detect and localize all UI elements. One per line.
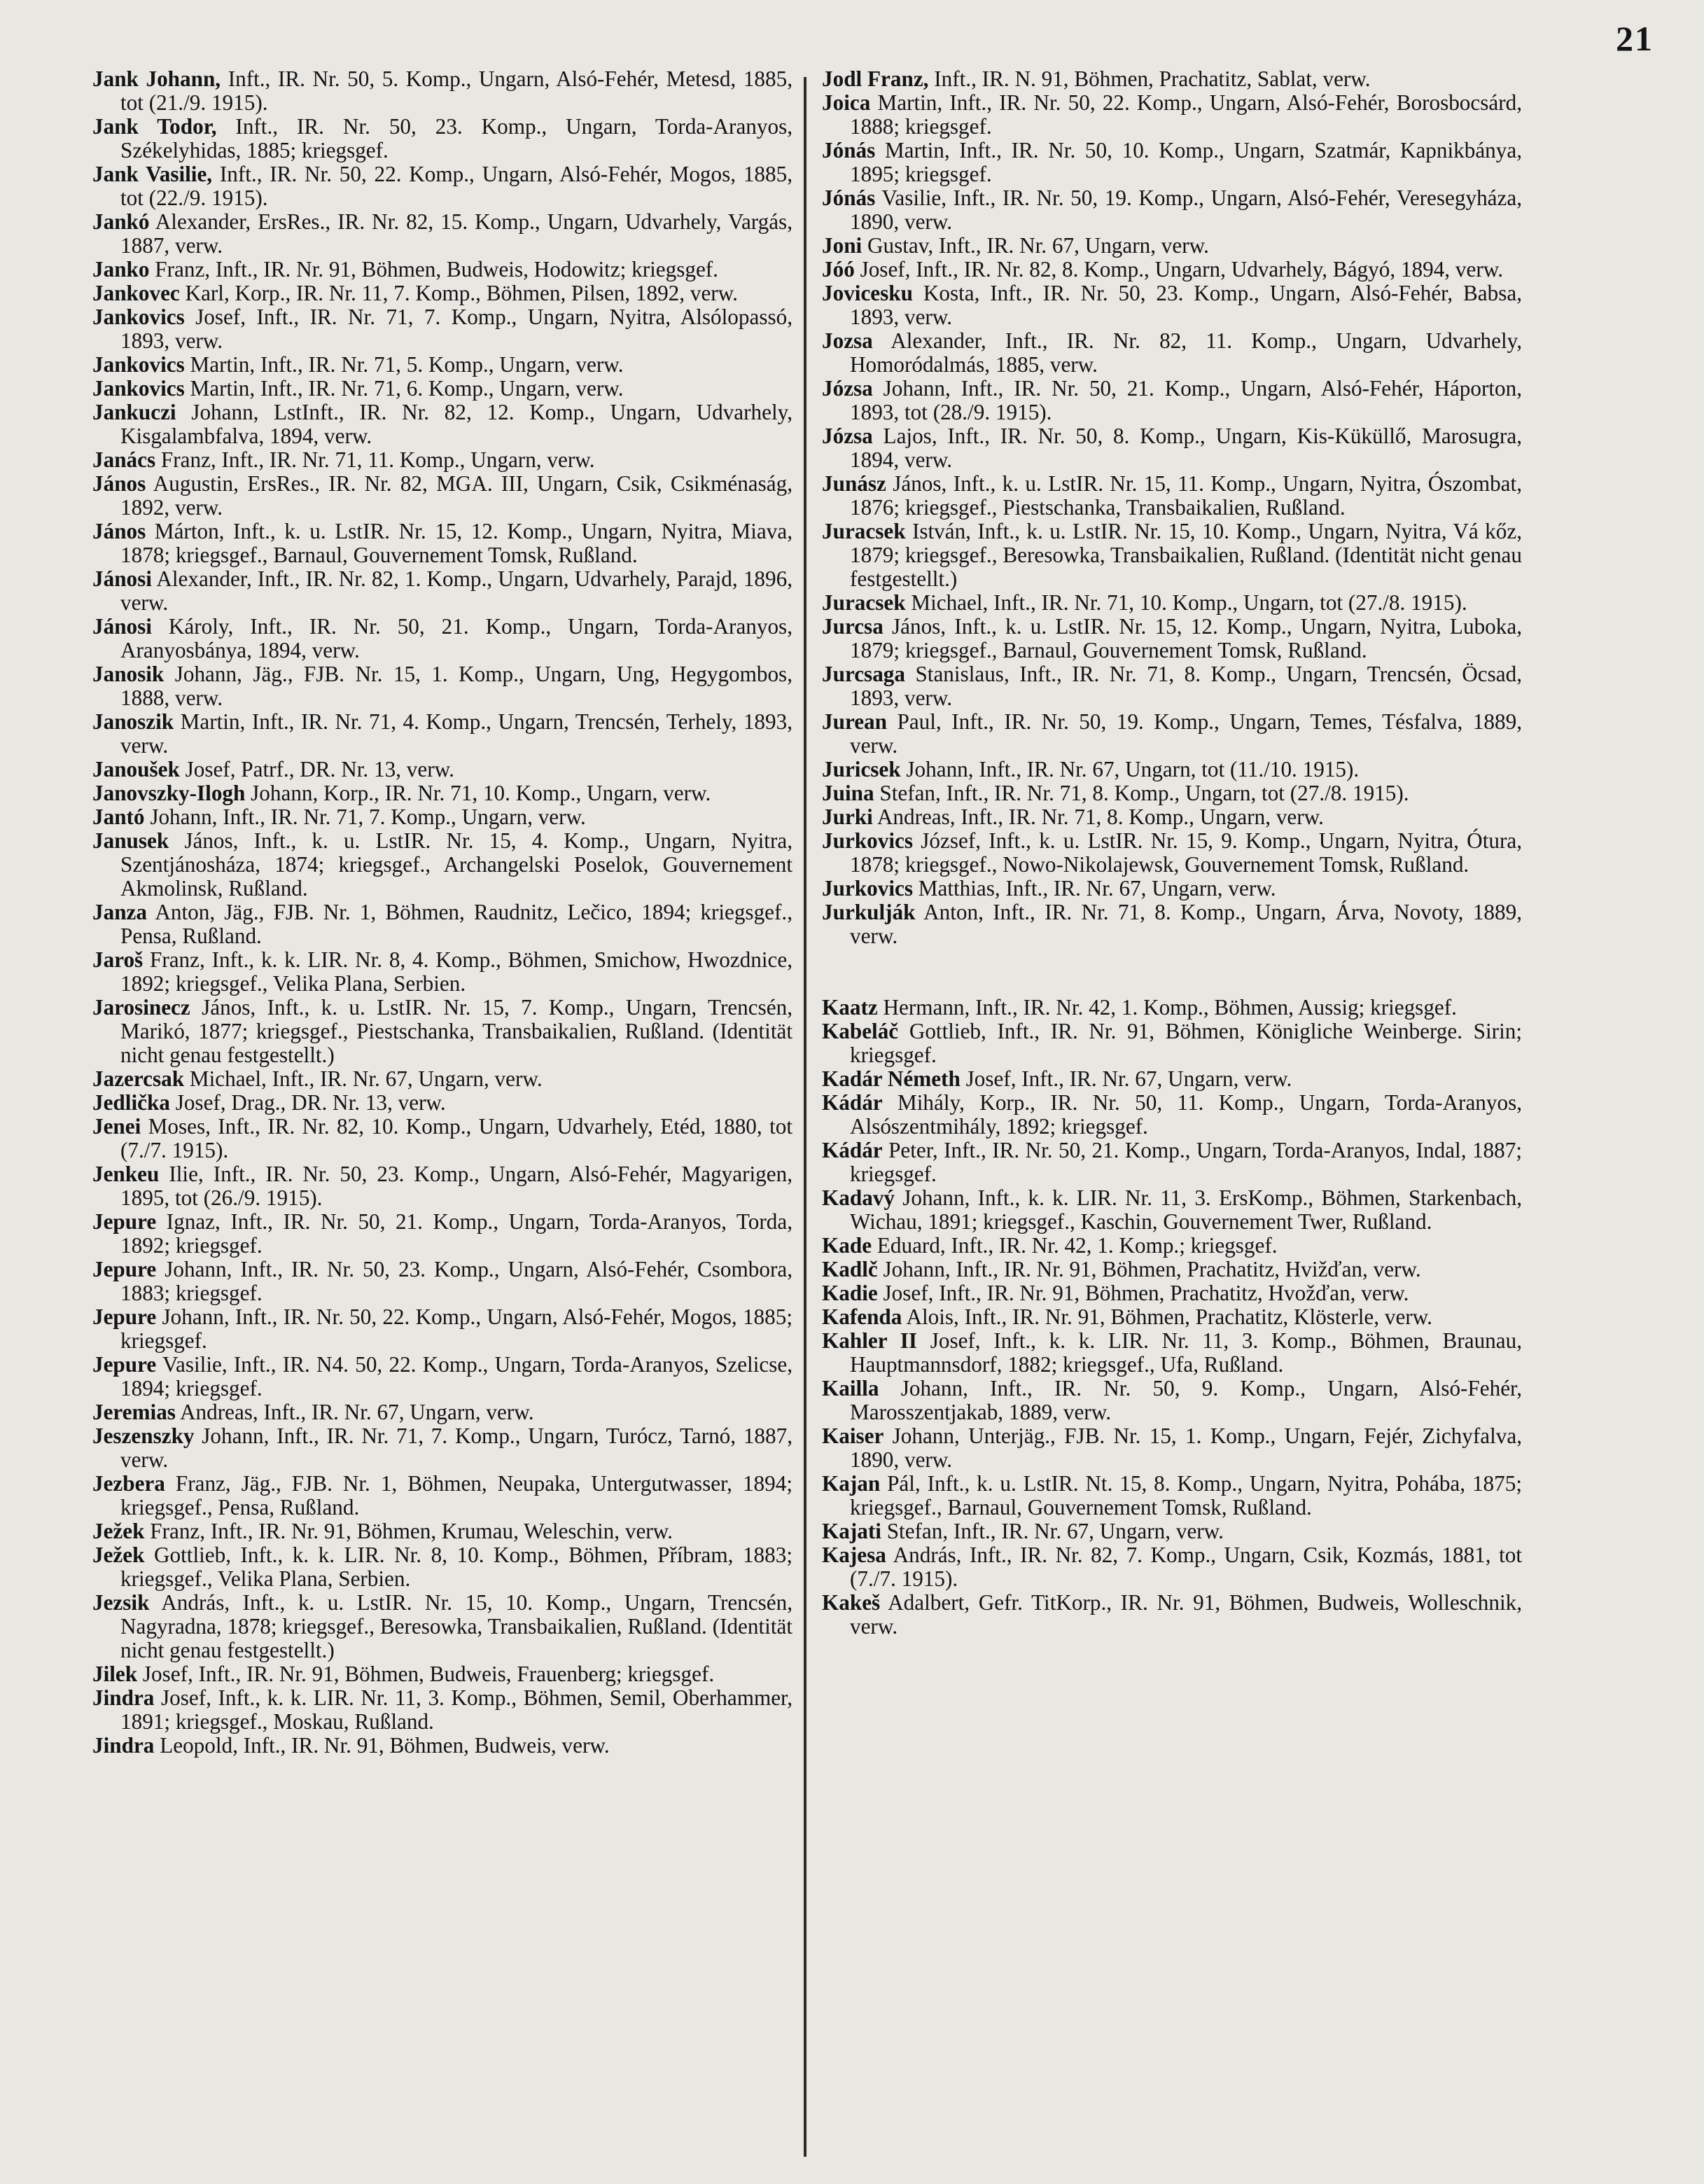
entry-details: Lajos, Inft., IR. Nr. 50, 8. Komp., Ungarn, Kis-Küküllő, Marosugra, 1894, verw. xyxy=(850,424,1522,472)
entry-surname: Kafenda xyxy=(822,1305,902,1329)
entry-surname: Kabeláč xyxy=(822,1019,899,1043)
casualty-entry xyxy=(822,1139,1522,1186)
entry-surname: Janovszky-Ilogh xyxy=(92,781,246,805)
entry-surname: Jepure xyxy=(92,1257,157,1281)
casualty-entry xyxy=(92,1686,792,1734)
entry-surname: Jantó xyxy=(92,805,145,829)
casualty-entry xyxy=(92,567,792,615)
entry-details: Adalbert, Gefr. TitKorp., IR. Nr. 91, Böhmen, Budweis, Wolleschnik, verw. xyxy=(850,1590,1522,1639)
entry-details: Josef, Inft., IR. Nr. 67, Ungarn, verw. xyxy=(960,1066,1292,1091)
entry-details: Kosta, Inft., IR. Nr. 50, 23. Komp., Ungarn, Alsó-Fehér, Babsa, 1893, verw. xyxy=(850,281,1522,329)
casualty-entry xyxy=(92,1424,792,1472)
casualty-entry xyxy=(92,520,792,567)
entry-details: András, Inft., IR. Nr. 82, 7. Komp., Ungarn, Csik, Kozmás, 1881, tot (7./7. 1915). xyxy=(850,1543,1522,1591)
entry-surname: Jenei xyxy=(92,1114,141,1139)
casualty-entry xyxy=(822,805,1522,829)
casualty-entry xyxy=(822,710,1522,758)
entry-surname: Jónás xyxy=(822,138,876,162)
entry-surname: Juricsek xyxy=(822,757,901,781)
entry-details: Ignaz, Inft., IR. Nr. 50, 21. Komp., Ungarn, Torda-Aranyos, Torda, 1892; kriegsgef. xyxy=(120,1209,792,1258)
entry-details: Martin, Inft., IR. Nr. 50, 10. Komp., Ungarn, Szatmár, Kapnikbánya, 1895; kriegsgef. xyxy=(850,138,1522,186)
entry-details: Franz, Inft., IR. Nr. 71, 11. Komp., Ungarn, verw. xyxy=(155,447,595,472)
entry-details: Peter, Inft., IR. Nr. 50, 21. Komp., Ungarn, Torda-Aranyos, Indal, 1887; kriegsgef. xyxy=(850,1138,1522,1186)
entry-details: Gustav, Inft., IR. Nr. 67, Ungarn, verw. xyxy=(862,233,1209,258)
entry-surname: Jedlička xyxy=(92,1090,170,1115)
casualty-entry xyxy=(92,948,792,996)
casualty-entry xyxy=(822,591,1522,615)
casualty-entry xyxy=(822,662,1522,710)
casualty-entry xyxy=(92,1353,792,1400)
entry-surname: Janusek xyxy=(92,828,169,853)
entry-details: Josef, Drag., DR. Nr. 13, verw. xyxy=(169,1090,446,1115)
entry-surname: Juracsek xyxy=(822,519,906,543)
casualty-entry xyxy=(92,1210,792,1258)
entry-surname: Joni xyxy=(822,233,863,258)
entry-surname: Jarosinecz xyxy=(92,995,190,1020)
casualty-entry xyxy=(822,1281,1522,1305)
casualty-entry xyxy=(822,258,1522,281)
casualty-entry xyxy=(822,377,1522,424)
entry-surname: Junász xyxy=(822,471,886,496)
entry-surname: Jónás xyxy=(822,186,876,210)
entry-details: Michael, Inft., IR. Nr. 71, 10. Komp., Ungarn, tot (27./8. 1915). xyxy=(905,590,1467,615)
casualty-entry xyxy=(92,758,792,781)
entry-details: Gottlieb, Inft., IR. Nr. 91, Böhmen, Königliche Weinberge. Sirin; kriegsgef. xyxy=(850,1019,1522,1067)
casualty-entry xyxy=(92,305,792,353)
entry-surname: Jurki xyxy=(822,805,873,829)
casualty-entry xyxy=(92,1519,792,1543)
section-gap xyxy=(822,948,1522,996)
casualty-entry xyxy=(92,281,792,305)
entry-details: Pál, Inft., k. u. LstIR. Nt. 15, 8. Komp., Ungarn, Nyitra, Pohába, 1875; kriegsgef., Barnaul, Gouvernement Tomsk, Rußland. xyxy=(850,1471,1522,1519)
entry-details: Johann, Inft., IR. Nr. 50, 23. Komp., Ungarn, Alsó-Fehér, Csombora, 1883; kriegsgef. xyxy=(120,1257,792,1305)
casualty-entry xyxy=(822,900,1522,948)
casualty-entry xyxy=(92,996,792,1067)
entry-surname: Kádár xyxy=(822,1090,883,1115)
entry-surname: Jank Vasilie, xyxy=(92,162,213,186)
entry-surname: Jankovics xyxy=(92,376,185,401)
entry-details: Inft., IR. Nr. 50, 22. Komp., Ungarn, Alsó-Fehér, Mogos, 1885, tot (22./9. 1915). xyxy=(120,162,792,210)
casualty-entry xyxy=(92,353,792,377)
entry-details: Inft., IR. Nr. 50, 5. Komp., Ungarn, Alsó-Fehér, Metesd, 1885, tot (21./9. 1915). xyxy=(120,67,792,115)
entry-surname: Kade xyxy=(822,1233,872,1258)
entry-surname: Kadlč xyxy=(822,1257,878,1281)
casualty-entry xyxy=(822,67,1522,91)
entry-surname: Joica xyxy=(822,90,871,115)
entry-details: János, Inft., k. u. LstIR. Nr. 15, 12. Komp., Ungarn, Nyitra, Luboka, 1879; kriegsgef., Barnaul, Gouvernement Tomsk, Rußland. xyxy=(850,614,1522,662)
casualty-entry xyxy=(92,1067,792,1091)
casualty-entry xyxy=(822,1472,1522,1519)
entry-details: Márton, Inft., k. u. LstIR. Nr. 15, 12. Komp., Ungarn, Nyitra, Miava, 1878; kriegsgef., Barnaul, Gouvernement Tomsk, Rußland. xyxy=(120,519,792,567)
entry-surname: Józsa xyxy=(822,424,873,448)
casualty-entry xyxy=(822,186,1522,234)
entry-details: Johann, Inft., IR. Nr. 67, Ungarn, tot (11./10. 1915). xyxy=(900,757,1360,781)
entry-surname: Józsa xyxy=(822,376,873,401)
entry-surname: Jurean xyxy=(822,709,887,734)
entry-details: Stefan, Inft., IR. Nr. 71, 8. Komp., Ungarn, tot (27./8. 1915). xyxy=(874,781,1409,805)
entry-details: Johann, Inft., IR. Nr. 50, 21. Komp., Ungarn, Alsó-Fehér, Háporton, 1893, tot (28./9. 1915). xyxy=(850,376,1522,424)
casualty-entry xyxy=(822,91,1522,139)
entry-surname: Kadár Németh xyxy=(822,1066,961,1091)
entry-surname: Jepure xyxy=(92,1352,157,1377)
left-column xyxy=(92,67,792,1758)
entry-surname: Jindra xyxy=(92,1733,155,1758)
entry-surname: Jovicesku xyxy=(822,281,913,305)
entry-surname: Kahler II xyxy=(822,1328,917,1353)
entry-details: Andreas, Inft., IR. Nr. 71, 8. Komp., Ungarn, verw. xyxy=(872,805,1324,829)
entry-details: Martin, Inft., IR. Nr. 71, 5. Komp., Ungarn, verw. xyxy=(184,352,624,377)
casualty-entry xyxy=(822,877,1522,900)
entry-details: Franz, Inft., IR. Nr. 91, Böhmen, Budweis, Hodowitz; kriegsgef. xyxy=(149,257,718,281)
entry-details: Leopold, Inft., IR. Nr. 91, Böhmen, Budweis, verw. xyxy=(154,1733,610,1758)
entry-surname: Janza xyxy=(92,900,147,924)
entry-surname: Kádár xyxy=(822,1138,883,1162)
entry-details: István, Inft., k. u. LstIR. Nr. 15, 10. Komp., Ungarn, Nyitra, Vá kőz, 1879; kriegsgef., Beresowka, Transbaikalien, Rußland. (Identität nicht genau festgestellt.) xyxy=(850,519,1522,591)
entry-surname: Janoušek xyxy=(92,757,180,781)
casualty-entry xyxy=(92,710,792,758)
entry-surname: Jepure xyxy=(92,1305,157,1329)
entry-surname: Kakeš xyxy=(822,1590,881,1615)
entry-details: Vasilie, Inft., IR. Nr. 50, 19. Komp., Ungarn, Alsó-Fehér, Veresegyháza, 1890, verw. xyxy=(850,186,1522,234)
casualty-entry xyxy=(92,1543,792,1591)
entry-surname: Ježek xyxy=(92,1543,145,1567)
casualty-entry xyxy=(822,1519,1522,1543)
page-number: 21 xyxy=(1616,19,1654,58)
entry-details: Alexander, Inft., IR. Nr. 82, 11. Komp., Ungarn, Udvarhely, Homoródalmás, 1885, verw. xyxy=(850,328,1522,377)
entry-details: Martin, Inft., IR. Nr. 71, 6. Komp., Ungarn, verw. xyxy=(184,376,624,401)
entry-details: Johann, Inft., IR. Nr. 91, Böhmen, Prachatitz, Hvižďan, verw. xyxy=(877,1257,1421,1281)
entry-details: Johann, LstInft., IR. Nr. 82, 12. Komp., Ungarn, Udvarhely, Kisgalambfalva, 1894, verw. xyxy=(120,400,792,448)
casualty-entry xyxy=(92,1734,792,1758)
entry-details: Stefan, Inft., IR. Nr. 67, Ungarn, verw. xyxy=(881,1519,1224,1543)
entry-details: Anton, Inft., IR. Nr. 71, 8. Komp., Ungarn, Árva, Novoty, 1889, verw. xyxy=(850,900,1522,948)
entry-surname: Jodl Franz, xyxy=(822,67,929,91)
entry-surname: Janács xyxy=(92,447,156,472)
casualty-entry xyxy=(92,1162,792,1210)
casualty-entry xyxy=(822,996,1522,1020)
casualty-entry xyxy=(822,1020,1522,1067)
entry-details: Johann, Inft., k. k. LIR. Nr. 11, 3. ErsKomp., Böhmen, Starkenbach, Wichau, 1891; kriegsgef., Kaschin, Gouvernement Twer, Rußland. xyxy=(850,1185,1522,1234)
entry-details: Ilie, Inft., IR. Nr. 50, 23. Komp., Ungarn, Alsó-Fehér, Magyarigen, 1895, tot (26./9. 1915). xyxy=(120,1162,792,1210)
casualty-entry xyxy=(822,758,1522,781)
entry-surname: Jazercsak xyxy=(92,1066,185,1091)
entry-surname: Janosik xyxy=(92,662,165,686)
entry-details: Alois, Inft., IR. Nr. 91, Böhmen, Prachatitz, Klösterle, verw. xyxy=(902,1305,1432,1329)
entry-details: Inft., IR. N. 91, Böhmen, Prachatitz, Sablat, verw. xyxy=(928,67,1371,91)
casualty-entry xyxy=(822,1091,1522,1139)
entry-details: Karl, Korp., IR. Nr. 11, 7. Komp., Böhmen, Pilsen, 1892, verw. xyxy=(179,281,738,305)
entry-surname: Jurkovics xyxy=(822,828,913,853)
entry-details: Michael, Inft., IR. Nr. 67, Ungarn, verw. xyxy=(184,1066,543,1091)
entry-surname: Jozsa xyxy=(822,328,873,353)
entry-details: János, Inft., k. u. LstIR. Nr. 15, 7. Komp., Ungarn, Trencsén, Marikó, 1877; kriegsgef., Piestschanka, Transbaikalien, Rußland. (Identität nicht genau festgestellt.) xyxy=(120,995,792,1067)
entry-details: Moses, Inft., IR. Nr. 82, 10. Komp., Ungarn, Udvarhely, Etéd, 1880, tot (7./7. 1915). xyxy=(120,1114,792,1162)
entry-surname: Jezbera xyxy=(92,1471,165,1496)
entry-surname: Juracsek xyxy=(822,590,906,615)
casualty-entry xyxy=(822,615,1522,662)
entry-details: Johann, Korp., IR. Nr. 71, 10. Komp., Ungarn, verw. xyxy=(245,781,711,805)
casualty-entry xyxy=(822,520,1522,591)
entry-details: Josef, Inft., IR. Nr. 91, Böhmen, Prachatitz, Hvožďan, verw. xyxy=(877,1281,1409,1305)
entry-surname: Kajan xyxy=(822,1471,881,1496)
entry-surname: Juina xyxy=(822,781,874,805)
entry-details: Alexander, ErsRes., IR. Nr. 82, 15. Komp., Ungarn, Udvarhely, Vargás, 1887, verw. xyxy=(120,209,792,258)
casualty-entry xyxy=(92,210,792,258)
entry-surname: Jenkeu xyxy=(92,1162,160,1186)
entry-surname: Jurcsaga xyxy=(822,662,905,686)
casualty-entry xyxy=(92,448,792,472)
entry-surname: Kailla xyxy=(822,1376,879,1400)
casualty-entry xyxy=(822,1186,1522,1234)
entry-surname: János xyxy=(92,519,146,543)
entry-details: Josef, Patrf., DR. Nr. 13, verw. xyxy=(179,757,454,781)
entry-surname: Ježek xyxy=(92,1519,145,1543)
entry-surname: Kajesa xyxy=(822,1543,886,1567)
entry-details: Augustin, ErsRes., IR. Nr. 82, MGA. III, Ungarn, Csik, Csikménaság, 1892, verw. xyxy=(120,471,792,520)
entry-details: Martin, Inft., IR. Nr. 50, 22. Komp., Ungarn, Alsó-Fehér, Borosbocsárd, 1888; kriegsgef. xyxy=(850,90,1522,139)
casualty-entry xyxy=(822,1329,1522,1377)
casualty-entry xyxy=(822,829,1522,877)
casualty-entry xyxy=(92,1115,792,1162)
casualty-entry xyxy=(92,1091,792,1115)
casualty-entry xyxy=(92,1400,792,1424)
entry-details: Franz, Inft., k. k. LIR. Nr. 8, 4. Komp., Böhmen, Smichow, Hwozdnice, 1892; kriegsgef., Velika Plana, Serbien. xyxy=(120,947,792,996)
entry-details: József, Inft., k. u. LstIR. Nr. 15, 9. Komp., Ungarn, Nyitra, Ótura, 1878; kriegsgef., Nowo-Nikolajewsk, Gouvernement Tomsk, Rußland. xyxy=(850,828,1522,877)
entry-surname: Jánosi xyxy=(92,566,152,591)
entry-details: Josef, Inft., IR. Nr. 91, Böhmen, Budweis, Frauenberg; kriegsgef. xyxy=(137,1662,715,1686)
entry-details: Gottlieb, Inft., k. k. LIR. Nr. 8, 10. Komp., Böhmen, Příbram, 1883; kriegsgef., Velika Plana, Serbien. xyxy=(120,1543,792,1591)
entry-surname: Jankó xyxy=(92,209,150,234)
casualty-entry xyxy=(92,900,792,948)
entry-details: Károly, Inft., IR. Nr. 50, 21. Komp., Ungarn, Torda-Aranyos, Aranyosbánya, 1894, verw. xyxy=(120,614,792,662)
entry-details: András, Inft., k. u. LstIR. Nr. 15, 10. Komp., Ungarn, Trencsén, Nagyradna, 1878; kriegsgef., Beresowka, Transbaikalien, Rußland. (Identität nicht genau festgestellt.) xyxy=(120,1590,792,1662)
entry-surname: Jankuczi xyxy=(92,400,176,424)
entry-details: Paul, Inft., IR. Nr. 50, 19. Komp., Ungarn, Temes, Tésfalva, 1889, verw. xyxy=(850,709,1522,758)
entry-surname: Janoszik xyxy=(92,709,174,734)
entry-details: Alexander, Inft., IR. Nr. 82, 1. Komp., Ungarn, Udvarhely, Parajd, 1896, verw. xyxy=(120,566,792,615)
entry-surname: Jaroš xyxy=(92,947,144,972)
casualty-entry xyxy=(92,1662,792,1686)
casualty-entry xyxy=(822,281,1522,329)
casualty-entry xyxy=(822,1424,1522,1472)
entry-surname: Kajati xyxy=(822,1519,881,1543)
entry-surname: Kadavý xyxy=(822,1185,895,1210)
entry-surname: Jurkulják xyxy=(822,900,916,924)
casualty-entry xyxy=(822,472,1522,520)
entry-surname: Jepure xyxy=(92,1209,157,1234)
entry-details: Inft., IR. Nr. 50, 23. Komp., Ungarn, Torda-Aranyos, Székelyhidas, 1885; kriegsgef. xyxy=(120,114,792,162)
entry-details: Johann, Inft., IR. Nr. 50, 9. Komp., Ungarn, Alsó-Fehér, Marosszentjakab, 1889, verw. xyxy=(850,1376,1522,1424)
casualty-entry xyxy=(822,1591,1522,1639)
entry-details: Andreas, Inft., IR. Nr. 67, Ungarn, verw. xyxy=(175,1400,534,1424)
entry-surname: János xyxy=(92,471,146,496)
entry-details: Matthias, Inft., IR. Nr. 67, Ungarn, verw. xyxy=(912,876,1276,900)
entry-surname: Kaiser xyxy=(822,1424,884,1448)
entry-details: Josef, Inft., IR. Nr. 82, 8. Komp., Ungarn, Udvarhely, Bágyó, 1894, verw. xyxy=(854,257,1504,281)
entry-details: Franz, Inft., IR. Nr. 91, Böhmen, Krumau, Weleschin, verw. xyxy=(144,1519,673,1543)
entry-surname: Jánosi xyxy=(92,614,152,639)
entry-surname: Jindra xyxy=(92,1685,155,1710)
entry-details: Hermann, Inft., IR. Nr. 42, 1. Komp., Böhmen, Aussig; kriegsgef. xyxy=(877,995,1457,1020)
casualty-entry xyxy=(822,1377,1522,1424)
casualty-entry xyxy=(92,115,792,162)
casualty-entry xyxy=(822,1305,1522,1329)
entry-surname: Janko xyxy=(92,257,150,281)
entry-details: Stanislaus, Inft., IR. Nr. 71, 8. Komp., Ungarn, Trencsén, Öcsad, 1893, verw. xyxy=(850,662,1522,710)
casualty-entry xyxy=(92,1472,792,1519)
casualty-entry xyxy=(92,472,792,520)
casualty-entry xyxy=(92,1258,792,1305)
entry-details: Josef, Inft., k. k. LIR. Nr. 11, 3. Komp., Böhmen, Braunau, Hauptmannsdorf, 1882; kriegsgef., Ufa, Rußland. xyxy=(850,1328,1522,1377)
right-column xyxy=(822,67,1522,1639)
casualty-entry xyxy=(92,1305,792,1353)
entry-details: Vasilie, Inft., IR. N4. 50, 22. Komp., Ungarn, Torda-Aranyos, Szelicse, 1894; kriegsgef. xyxy=(120,1352,792,1400)
casualty-entry xyxy=(822,329,1522,377)
entry-surname: Jankovec xyxy=(92,281,180,305)
casualty-entry xyxy=(92,162,792,210)
casualty-entry xyxy=(822,781,1522,805)
casualty-entry xyxy=(822,1234,1522,1258)
entry-surname: Kadie xyxy=(822,1281,878,1305)
entry-details: Johann, Inft., IR. Nr. 71, 7. Komp., Ungarn, Turócz, Tarnó, 1887, verw. xyxy=(120,1424,792,1472)
casualty-entry xyxy=(92,805,792,829)
entry-details: Josef, Inft., IR. Nr. 71, 7. Komp., Ungarn, Nyitra, Alsólopassó, 1893, verw. xyxy=(120,305,792,353)
entry-surname: Kaatz xyxy=(822,995,878,1020)
entry-surname: Jeremias xyxy=(92,1400,176,1424)
entry-surname: Jurkovics xyxy=(822,876,913,900)
casualty-entry xyxy=(92,258,792,281)
casualty-entry xyxy=(822,139,1522,186)
casualty-entry xyxy=(92,401,792,448)
entry-surname: Jankovics xyxy=(92,352,185,377)
entry-surname: Jank Todor, xyxy=(92,114,217,139)
casualty-entry xyxy=(92,662,792,710)
entry-details: Johann, Inft., IR. Nr. 71, 7. Komp., Ungarn, verw. xyxy=(144,805,586,829)
casualty-entry xyxy=(822,1543,1522,1591)
casualty-entry xyxy=(92,67,792,115)
entry-surname: Jankovics xyxy=(92,305,185,329)
entry-details: Mihály, Korp., IR. Nr. 50, 11. Komp., Ungarn, Torda-Aranyos, Alsószentmihály, 1892; kriegsgef. xyxy=(850,1090,1522,1139)
casualty-entry xyxy=(92,781,792,805)
entry-details: János, Inft., k. u. LstIR. Nr. 15, 4. Komp., Ungarn, Nyitra, Szentjánosháza, 1874; kriegsgef., Archangelski Poselok, Gouvernement Akmolinsk, Rußland. xyxy=(120,828,792,900)
entry-details: Anton, Jäg., FJB. Nr. 1, Böhmen, Raudnitz, Lečico, 1894; kriegsgef., Pensa, Rußland. xyxy=(120,900,792,948)
entry-details: Johann, Unterjäg., FJB. Nr. 15, 1. Komp., Ungarn, Fejér, Zichyfalva, 1890, verw. xyxy=(850,1424,1522,1472)
entry-details: Johann, Jäg., FJB. Nr. 15, 1. Komp., Ungarn, Ung, Hegygombos, 1888, verw. xyxy=(120,662,792,710)
entry-surname: Jóó xyxy=(822,257,855,281)
casualty-entry xyxy=(822,424,1522,472)
entry-surname: Jurcsa xyxy=(822,614,884,639)
entry-details: Josef, Inft., k. k. LIR. Nr. 11, 3. Komp., Böhmen, Semil, Oberhammer, 1891; kriegsgef., Moskau, Rußland. xyxy=(120,1685,792,1734)
casualty-entry xyxy=(822,1067,1522,1091)
entry-surname: Jilek xyxy=(92,1662,138,1686)
casualty-entry xyxy=(822,234,1522,258)
casualty-entry xyxy=(92,829,792,900)
casualty-entry xyxy=(822,1258,1522,1281)
casualty-entry xyxy=(92,1591,792,1662)
entry-details: Martin, Inft., IR. Nr. 71, 4. Komp., Ungarn, Trencsén, Terhely, 1893, verw. xyxy=(120,709,792,758)
column-divider xyxy=(804,77,806,2157)
entry-details: János, Inft., k. u. LstIR. Nr. 15, 11. Komp., Ungarn, Nyitra, Ószombat, 1876; kriegsgef., Piestschanka, Transbaikalien, Rußland. xyxy=(850,471,1522,520)
entry-surname: Jezsik xyxy=(92,1590,150,1615)
entry-details: Franz, Jäg., FJB. Nr. 1, Böhmen, Neupaka, Untergutwasser, 1894; kriegsgef., Pensa, Rußland. xyxy=(120,1471,792,1519)
entry-details: Eduard, Inft., IR. Nr. 42, 1. Komp.; kriegsgef. xyxy=(872,1233,1278,1258)
casualty-entry xyxy=(92,377,792,401)
casualty-entry xyxy=(92,615,792,662)
entry-details: Johann, Inft., IR. Nr. 50, 22. Komp., Ungarn, Alsó-Fehér, Mogos, 1885; kriegsgef. xyxy=(120,1305,792,1353)
entry-surname: Jank Johann, xyxy=(92,67,221,91)
entry-surname: Jeszenszky xyxy=(92,1424,195,1448)
